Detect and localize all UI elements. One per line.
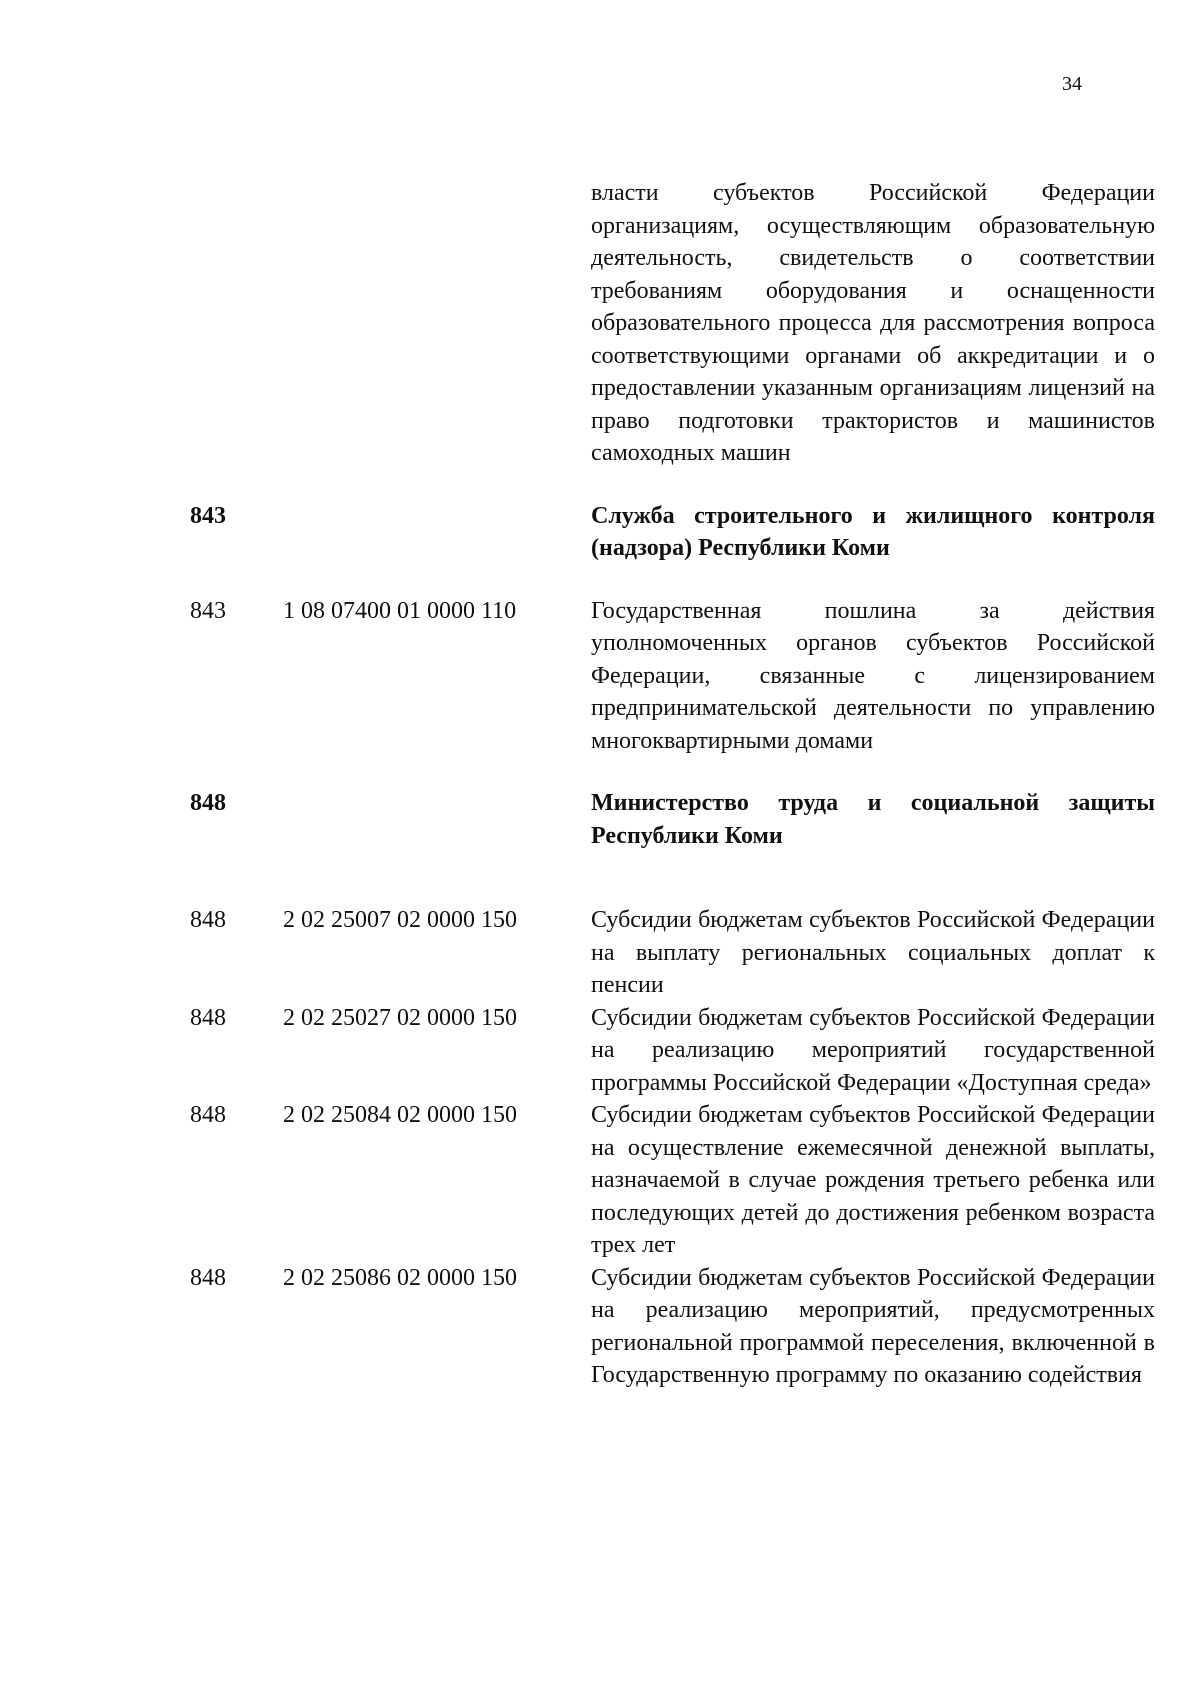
revenue-code: 2 02 25084 02 0000 150 <box>283 1102 517 1128</box>
revenue-code: 2 02 25086 02 0000 150 <box>283 1264 517 1291</box>
document-table <box>0 177 1200 1392</box>
page-number: 34 <box>1062 73 1082 95</box>
admin-code: 843 <box>190 597 226 624</box>
admin-code: 843 <box>190 502 226 529</box>
section-title: Служба строительного и жилищного контроля (надзора) Республики Коми <box>591 502 1155 561</box>
description-text: Субсидии бюджетам субъектов Российской Федерации на выплату региональных социальных доплат к пенсии <box>591 907 1155 998</box>
table-row <box>0 1262 1200 1392</box>
table-row <box>0 1099 1200 1262</box>
description-text: Субсидии бюджетам субъектов Российской Федерации на осуществление ежемесячной денежной выплаты, назначаемой в случае рождения третьего ребенка или последующих детей до достижения ребенком возраста трех лет <box>591 1102 1155 1258</box>
admin-code: 848 <box>190 1264 226 1291</box>
revenue-code: 2 02 25007 02 0000 150 <box>283 907 517 933</box>
admin-code: 848 <box>190 1004 226 1031</box>
table-row <box>0 1002 1200 1100</box>
admin-code: 848 <box>190 1102 226 1128</box>
revenue-code: 1 08 07400 01 0000 110 <box>283 597 517 624</box>
admin-code: 848 <box>190 907 226 933</box>
description-text: власти субъектов Российской Федерации организациям, осуществляющим образовательную деятельность, свидетельств о соответствии требованиям оборудования и оснащенности образовательного процесса для рассмотрения вопроса соответствующими органами об аккредитации и о предоставлении указанным организациям лицензий на право подготовки трактористов и машинистов самоходных машин <box>591 180 1155 466</box>
section-header-row <box>0 500 1200 565</box>
revenue-code: 2 02 25027 02 0000 150 <box>283 1004 517 1031</box>
description-text: Государственная пошлина за действия уполномоченных органов субъектов Российской Федерации, связанные с лицензированием предпринимательской деятельности по управлению многоквартирными домами <box>591 597 1155 754</box>
section-header-row <box>0 787 1200 852</box>
table-row <box>0 177 1200 470</box>
table-row <box>0 904 1200 1002</box>
description-text: Субсидии бюджетам субъектов Российской Федерации на реализацию мероприятий государственной программы Российской Федерации «Доступная среда» <box>591 1004 1155 1096</box>
admin-code: 848 <box>190 790 226 816</box>
section-title: Министерство труда и социальной защиты Республики Коми <box>591 790 1155 849</box>
description-text: Субсидии бюджетам субъектов Российской Федерации на реализацию мероприятий, предусмотренных региональной программой переселения, включенной в Государственную программу по оказанию содействия <box>591 1264 1155 1388</box>
table-row <box>0 595 1200 758</box>
